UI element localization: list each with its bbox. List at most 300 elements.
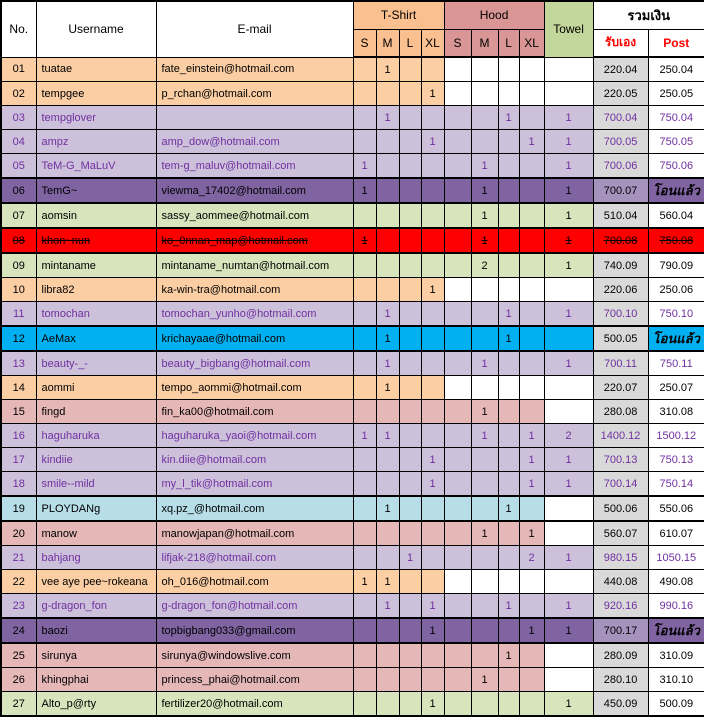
cell-tshirt-l [399, 376, 421, 400]
cell-email: lifjak-218@hotmail.com [156, 546, 353, 570]
cell-email: krichayaae@hotmail.com [156, 326, 353, 351]
cell-tshirt-l [399, 424, 421, 448]
cell-post-amount: 310.09 [648, 643, 704, 668]
cell-tshirt-xl [421, 400, 444, 424]
cell-tshirt-s [353, 326, 376, 351]
cell-hood-xl: 1 [519, 521, 544, 546]
cell-tshirt-xl [421, 302, 444, 327]
cell-towel: 1 [544, 448, 593, 472]
cell-tshirt-s [353, 400, 376, 424]
cell-hood-l [498, 178, 519, 203]
cell-hood-xl [519, 643, 544, 668]
cell-post-amount: 560.04 [648, 203, 704, 228]
cell-hood-xl [519, 278, 544, 302]
cell-username: tempgee [36, 82, 156, 106]
cell-hood-m: 1 [471, 668, 498, 692]
cell-tshirt-xl [421, 496, 444, 521]
cell-hood-xl: 1 [519, 472, 544, 497]
cell-hood-l: 1 [498, 643, 519, 668]
cell-email: my_l_tik@hotmail.com [156, 472, 353, 497]
cell-hood-l [498, 668, 519, 692]
cell-hood-l [498, 448, 519, 472]
table-row [1, 326, 704, 351]
cell-tshirt-xl: 1 [421, 130, 444, 154]
cell-hood-s [444, 130, 471, 154]
cell-hood-xl [519, 82, 544, 106]
cell-username: aomsin [36, 203, 156, 228]
cell-post-amount: 790.09 [648, 253, 704, 278]
cell-pickup-amount: 220.06 [593, 278, 648, 302]
cell-towel: 1 [544, 692, 593, 717]
cell-hood-l [498, 130, 519, 154]
cell-hood-l [498, 278, 519, 302]
cell-username: fingd [36, 400, 156, 424]
cell-pickup-amount: 280.08 [593, 400, 648, 424]
cell-hood-xl [519, 178, 544, 203]
cell-email: topbigbang033@gmail.com [156, 618, 353, 643]
cell-pickup-amount: 700.13 [593, 448, 648, 472]
cell-tshirt-l [399, 448, 421, 472]
cell-hood-xl [519, 692, 544, 717]
table-row [1, 448, 704, 472]
cell-post-amount: 500.09 [648, 692, 704, 717]
table-body [1, 57, 704, 716]
cell-pickup-amount: 1400.12 [593, 424, 648, 448]
cell-no: 15 [1, 400, 36, 424]
cell-tshirt-xl: 1 [421, 82, 444, 106]
cell-tshirt-xl: 1 [421, 472, 444, 497]
cell-towel [544, 57, 593, 82]
cell-hood-s [444, 496, 471, 521]
cell-email: kin.diie@hotmail.com [156, 448, 353, 472]
cell-email: fate_einstein@hotmail.com [156, 57, 353, 82]
cell-post-amount: 990.16 [648, 594, 704, 619]
table-row [1, 57, 704, 82]
cell-email: ko_0nnan_map@hotmail.com [156, 228, 353, 253]
cell-hood-m [471, 570, 498, 594]
cell-tshirt-xl [421, 668, 444, 692]
cell-pickup-amount: 220.07 [593, 376, 648, 400]
cell-hood-s [444, 326, 471, 351]
cell-tshirt-xl [421, 326, 444, 351]
cell-hood-xl [519, 496, 544, 521]
header-tshirt-size-s: S [353, 29, 376, 57]
cell-hood-l [498, 570, 519, 594]
table-row [1, 302, 704, 327]
cell-pickup-amount: 220.04 [593, 57, 648, 82]
cell-hood-l [498, 521, 519, 546]
cell-hood-s [444, 82, 471, 106]
cell-username: TemG~ [36, 178, 156, 203]
cell-hood-s [444, 692, 471, 717]
cell-tshirt-xl [421, 376, 444, 400]
cell-towel: 2 [544, 424, 593, 448]
cell-no: 07 [1, 203, 36, 228]
cell-tshirt-s [353, 278, 376, 302]
cell-hood-l: 1 [498, 496, 519, 521]
cell-hood-xl [519, 351, 544, 376]
cell-tshirt-m: 1 [376, 351, 399, 376]
table-row [1, 203, 704, 228]
cell-tshirt-xl [421, 643, 444, 668]
cell-email: ka-win-tra@hotmail.com [156, 278, 353, 302]
cell-towel: 1 [544, 178, 593, 203]
cell-towel [544, 570, 593, 594]
cell-no: 26 [1, 668, 36, 692]
cell-username: ampz [36, 130, 156, 154]
header-pickup: รับเอง [593, 29, 648, 57]
cell-post-amount: 750.05 [648, 130, 704, 154]
cell-hood-s [444, 546, 471, 570]
header-hood-size-xl: XL [519, 29, 544, 57]
cell-tshirt-m [376, 643, 399, 668]
cell-tshirt-s [353, 302, 376, 327]
cell-towel: 1 [544, 203, 593, 228]
cell-hood-s [444, 178, 471, 203]
cell-hood-xl [519, 203, 544, 228]
header-hood-size-l: L [498, 29, 519, 57]
cell-tshirt-m [376, 400, 399, 424]
cell-hood-m: 1 [471, 400, 498, 424]
cell-no: 11 [1, 302, 36, 327]
cell-towel: 1 [544, 106, 593, 130]
cell-post-amount: 1050.15 [648, 546, 704, 570]
cell-post-amount: 250.04 [648, 57, 704, 82]
cell-username: tuatae [36, 57, 156, 82]
cell-email: amp_dow@hotmail.com [156, 130, 353, 154]
cell-hood-xl [519, 253, 544, 278]
cell-tshirt-l [399, 400, 421, 424]
cell-tshirt-l [399, 472, 421, 497]
cell-hood-xl [519, 57, 544, 82]
cell-tshirt-l [399, 130, 421, 154]
cell-tshirt-m [376, 178, 399, 203]
cell-tshirt-l [399, 57, 421, 82]
cell-hood-m [471, 692, 498, 717]
cell-no: 05 [1, 154, 36, 179]
cell-email: oh_016@hotmail.com [156, 570, 353, 594]
cell-tshirt-m [376, 668, 399, 692]
cell-email: tem-g_maluv@hotmail.com [156, 154, 353, 179]
cell-pickup-amount: 700.04 [593, 106, 648, 130]
cell-tshirt-s [353, 130, 376, 154]
cell-username: bahjang [36, 546, 156, 570]
cell-hood-l [498, 424, 519, 448]
cell-hood-xl [519, 376, 544, 400]
cell-hood-l: 1 [498, 326, 519, 351]
cell-tshirt-l [399, 154, 421, 179]
cell-towel [544, 326, 593, 351]
cell-tshirt-m: 1 [376, 496, 399, 521]
cell-hood-m [471, 472, 498, 497]
cell-no: 16 [1, 424, 36, 448]
cell-towel: 1 [544, 228, 593, 253]
cell-tshirt-m: 1 [376, 106, 399, 130]
cell-username: tomochan [36, 302, 156, 327]
cell-username: tempglover [36, 106, 156, 130]
cell-pickup-amount: 280.10 [593, 668, 648, 692]
cell-hood-m [471, 376, 498, 400]
cell-tshirt-xl [421, 203, 444, 228]
cell-hood-m [471, 326, 498, 351]
cell-tshirt-l [399, 618, 421, 643]
cell-tshirt-m [376, 253, 399, 278]
cell-username: Alto_p@rty [36, 692, 156, 717]
cell-tshirt-xl: 1 [421, 594, 444, 619]
cell-hood-xl [519, 154, 544, 179]
cell-hood-l [498, 351, 519, 376]
cell-email: fin_ka00@hotmail.com [156, 400, 353, 424]
cell-pickup-amount: 500.05 [593, 326, 648, 351]
cell-tshirt-l [399, 594, 421, 619]
header-hood-size-s: S [444, 29, 471, 57]
table-row [1, 130, 704, 154]
cell-tshirt-xl [421, 253, 444, 278]
table-row [1, 618, 704, 643]
cell-tshirt-m: 1 [376, 376, 399, 400]
cell-tshirt-xl: 1 [421, 448, 444, 472]
table-row [1, 546, 704, 570]
cell-towel: 1 [544, 472, 593, 497]
cell-hood-xl [519, 228, 544, 253]
cell-hood-l [498, 82, 519, 106]
header-tshirt: T-Shirt [353, 1, 444, 29]
cell-tshirt-m: 1 [376, 570, 399, 594]
cell-email: sirunya@windowslive.com [156, 643, 353, 668]
cell-no: 23 [1, 594, 36, 619]
cell-tshirt-m [376, 278, 399, 302]
cell-tshirt-l [399, 106, 421, 130]
cell-tshirt-s [353, 376, 376, 400]
cell-hood-l [498, 57, 519, 82]
cell-hood-xl [519, 570, 544, 594]
header-tshirt-size-m: M [376, 29, 399, 57]
cell-email: sassy_aommee@hotmail.com [156, 203, 353, 228]
cell-hood-l: 1 [498, 106, 519, 130]
cell-hood-s [444, 253, 471, 278]
cell-tshirt-l [399, 521, 421, 546]
cell-no: 24 [1, 618, 36, 643]
cell-tshirt-m [376, 203, 399, 228]
cell-pickup-amount: 440.08 [593, 570, 648, 594]
table-row [1, 472, 704, 497]
table-row [1, 228, 704, 253]
cell-hood-s [444, 521, 471, 546]
cell-tshirt-l [399, 302, 421, 327]
cell-hood-m: 1 [471, 154, 498, 179]
cell-hood-xl [519, 302, 544, 327]
cell-tshirt-m: 1 [376, 302, 399, 327]
cell-hood-s [444, 424, 471, 448]
cell-pickup-amount: 920.16 [593, 594, 648, 619]
header-row-groups [1, 1, 704, 29]
cell-hood-l [498, 228, 519, 253]
cell-tshirt-m [376, 521, 399, 546]
header-email: E-mail [156, 1, 353, 57]
cell-hood-s [444, 643, 471, 668]
cell-hood-xl [519, 326, 544, 351]
cell-username: haguharuka [36, 424, 156, 448]
cell-no: 09 [1, 253, 36, 278]
cell-no: 13 [1, 351, 36, 376]
cell-hood-s [444, 400, 471, 424]
cell-tshirt-l [399, 496, 421, 521]
cell-pickup-amount: 220.05 [593, 82, 648, 106]
cell-tshirt-l [399, 228, 421, 253]
header-no: No. [1, 1, 36, 57]
cell-no: 02 [1, 82, 36, 106]
cell-tshirt-s [353, 472, 376, 497]
header-towel: Towel [544, 1, 593, 57]
cell-tshirt-s [353, 594, 376, 619]
cell-post-amount: โอนแล้ว [648, 178, 704, 203]
cell-tshirt-l [399, 351, 421, 376]
cell-hood-s [444, 618, 471, 643]
cell-pickup-amount: 700.11 [593, 351, 648, 376]
cell-towel: 1 [544, 351, 593, 376]
cell-towel: 1 [544, 618, 593, 643]
cell-hood-s [444, 351, 471, 376]
table-row [1, 521, 704, 546]
cell-hood-m [471, 302, 498, 327]
cell-username: aommi [36, 376, 156, 400]
header-hood: Hood [444, 1, 544, 29]
cell-tshirt-xl [421, 546, 444, 570]
cell-hood-m [471, 106, 498, 130]
cell-email: princess_phai@hotmail.com [156, 668, 353, 692]
cell-tshirt-xl [421, 106, 444, 130]
cell-tshirt-l [399, 692, 421, 717]
cell-tshirt-xl [421, 351, 444, 376]
cell-no: 12 [1, 326, 36, 351]
cell-pickup-amount: 280.09 [593, 643, 648, 668]
cell-tshirt-s [353, 351, 376, 376]
cell-hood-m [471, 82, 498, 106]
cell-hood-s [444, 570, 471, 594]
cell-hood-s [444, 376, 471, 400]
cell-tshirt-m [376, 448, 399, 472]
cell-post-amount: 1500.12 [648, 424, 704, 448]
cell-hood-s [444, 154, 471, 179]
cell-tshirt-xl [421, 57, 444, 82]
cell-hood-s [444, 594, 471, 619]
cell-hood-m [471, 618, 498, 643]
cell-tshirt-xl [421, 521, 444, 546]
cell-no: 27 [1, 692, 36, 717]
table-row [1, 668, 704, 692]
cell-pickup-amount: 700.06 [593, 154, 648, 179]
table-row [1, 154, 704, 179]
cell-pickup-amount: 700.05 [593, 130, 648, 154]
cell-hood-m [471, 278, 498, 302]
cell-hood-m [471, 496, 498, 521]
cell-hood-s [444, 203, 471, 228]
cell-pickup-amount: 450.09 [593, 692, 648, 717]
cell-tshirt-m: 1 [376, 594, 399, 619]
table-row [1, 424, 704, 448]
table-row [1, 692, 704, 717]
cell-tshirt-s [353, 106, 376, 130]
cell-no: 18 [1, 472, 36, 497]
cell-towel: 1 [544, 130, 593, 154]
cell-hood-s [444, 302, 471, 327]
cell-post-amount: 490.08 [648, 570, 704, 594]
cell-no: 14 [1, 376, 36, 400]
cell-hood-s [444, 472, 471, 497]
cell-username: beauty-_- [36, 351, 156, 376]
cell-tshirt-s: 1 [353, 154, 376, 179]
cell-pickup-amount: 700.17 [593, 618, 648, 643]
cell-tshirt-s [353, 521, 376, 546]
cell-towel [544, 400, 593, 424]
cell-email: tempo_aommi@hotmail.com [156, 376, 353, 400]
cell-no: 17 [1, 448, 36, 472]
header-tshirt-size-xl: XL [421, 29, 444, 57]
cell-email: haguharuka_yaoi@hotmail.com [156, 424, 353, 448]
cell-hood-l [498, 154, 519, 179]
cell-hood-l [498, 692, 519, 717]
cell-email: p_rchan@hotmail.com [156, 82, 353, 106]
cell-hood-s [444, 448, 471, 472]
cell-username: khingphai [36, 668, 156, 692]
cell-tshirt-m [376, 130, 399, 154]
cell-tshirt-l: 1 [399, 546, 421, 570]
cell-hood-m [471, 448, 498, 472]
cell-post-amount: 750.10 [648, 302, 704, 327]
cell-no: 20 [1, 521, 36, 546]
cell-tshirt-s: 1 [353, 178, 376, 203]
cell-hood-s [444, 57, 471, 82]
cell-username: manow [36, 521, 156, 546]
cell-tshirt-m [376, 692, 399, 717]
cell-hood-l [498, 400, 519, 424]
cell-hood-m [471, 57, 498, 82]
cell-towel [544, 376, 593, 400]
cell-towel [544, 82, 593, 106]
cell-towel: 1 [544, 546, 593, 570]
cell-hood-m: 1 [471, 424, 498, 448]
cell-post-amount: 750.06 [648, 154, 704, 179]
cell-tshirt-l [399, 203, 421, 228]
cell-tshirt-xl [421, 178, 444, 203]
cell-hood-l [498, 546, 519, 570]
cell-hood-m: 1 [471, 178, 498, 203]
table-row [1, 253, 704, 278]
cell-tshirt-m [376, 546, 399, 570]
cell-tshirt-l [399, 326, 421, 351]
cell-username: PLOYDANg [36, 496, 156, 521]
cell-tshirt-s [353, 496, 376, 521]
cell-hood-xl: 1 [519, 130, 544, 154]
cell-tshirt-m [376, 82, 399, 106]
cell-email: manowjapan@hotmail.com [156, 521, 353, 546]
table-row [1, 643, 704, 668]
cell-pickup-amount: 560.07 [593, 521, 648, 546]
cell-tshirt-l [399, 253, 421, 278]
cell-tshirt-xl: 1 [421, 278, 444, 302]
cell-hood-l [498, 203, 519, 228]
cell-tshirt-l [399, 668, 421, 692]
cell-post-amount: โอนแล้ว [648, 618, 704, 643]
cell-username: AeMax [36, 326, 156, 351]
cell-hood-s [444, 278, 471, 302]
cell-tshirt-l [399, 178, 421, 203]
cell-hood-l: 1 [498, 302, 519, 327]
cell-hood-m [471, 546, 498, 570]
cell-pickup-amount: 740.09 [593, 253, 648, 278]
cell-tshirt-l [399, 82, 421, 106]
cell-tshirt-m [376, 472, 399, 497]
